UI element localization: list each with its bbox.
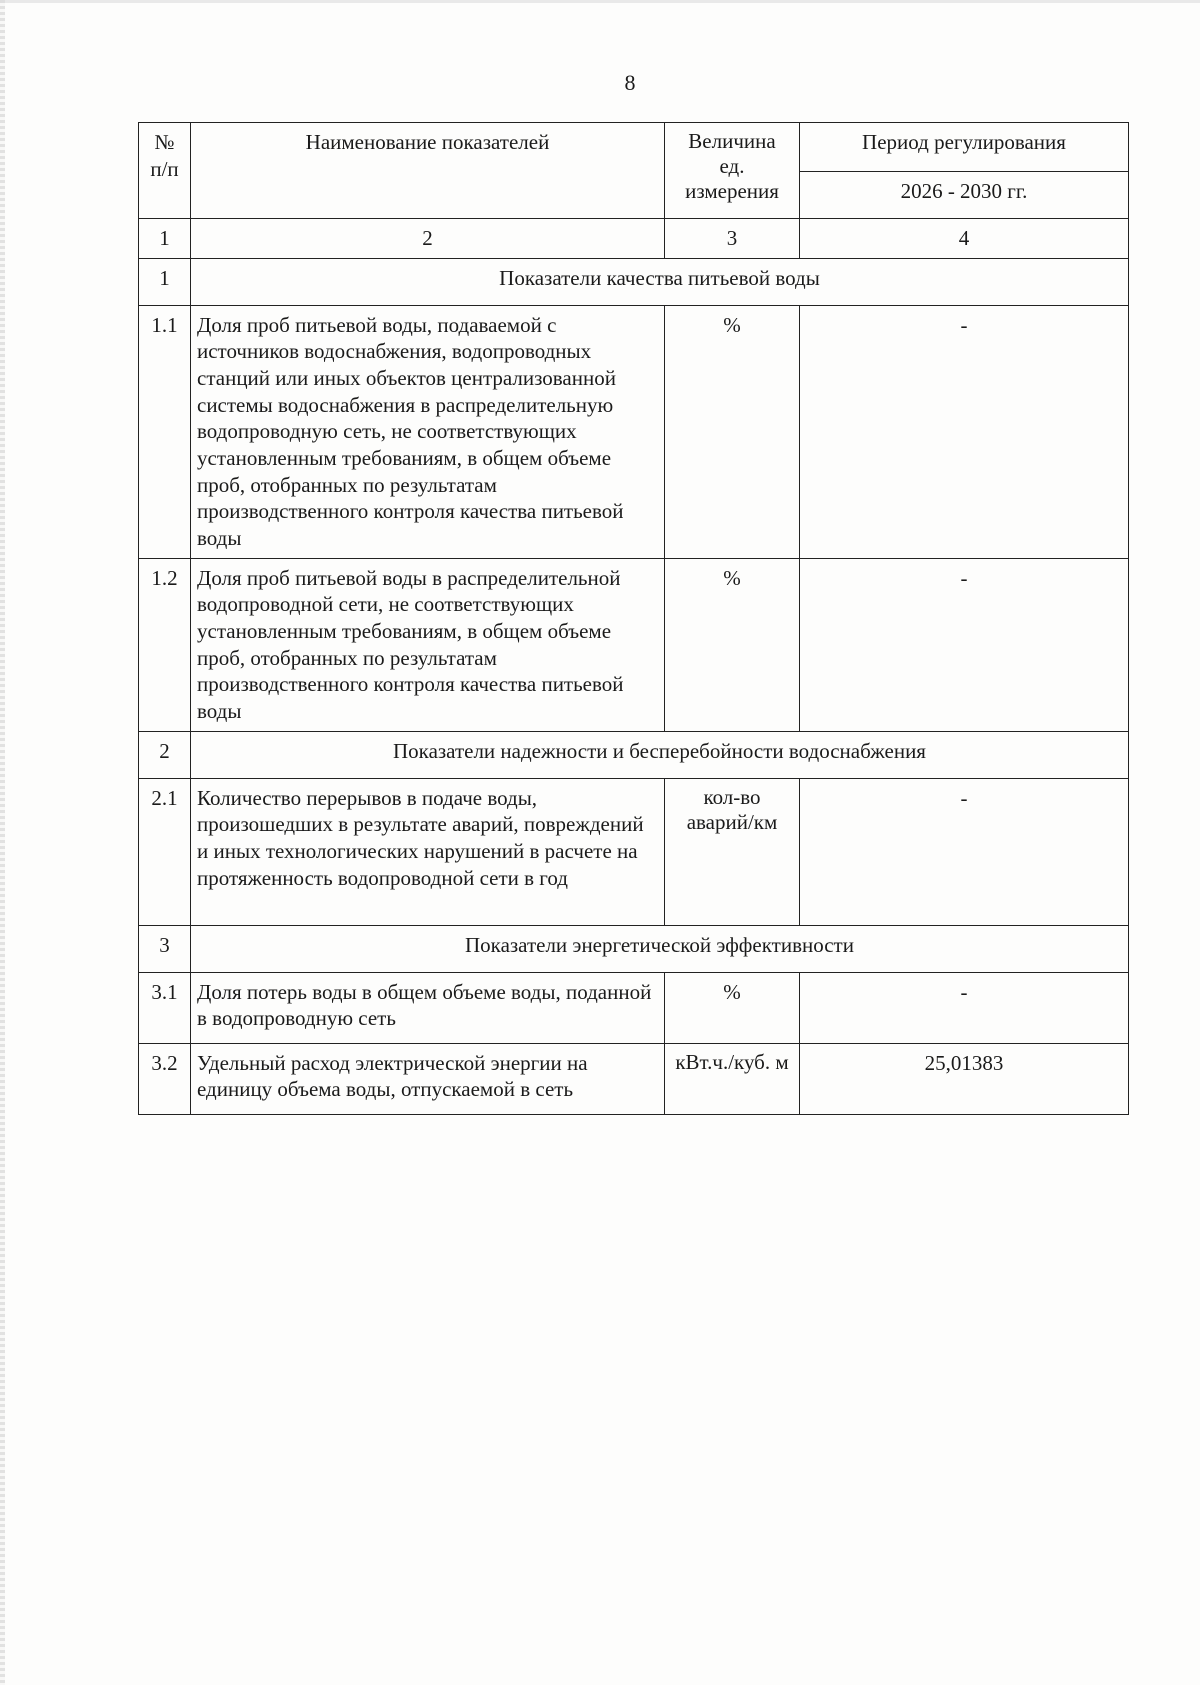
indicators-table bbox=[138, 122, 1129, 1115]
header-unit: Величина ед. измерения bbox=[665, 123, 800, 219]
col-number: 1 bbox=[139, 219, 191, 259]
section-row bbox=[139, 258, 1129, 305]
scan-edge bbox=[0, 0, 5, 1685]
header-name: Наименование показателей bbox=[191, 123, 665, 219]
section-number: 1 bbox=[139, 258, 191, 305]
col-number: 3 bbox=[665, 219, 800, 259]
row-value: 25,01383 bbox=[800, 1043, 1129, 1114]
row-name: Доля проб питьевой воды, подаваемой с источников водоснабжения, водопроводных станций или иных объектов централизованной системы водоснабжения в распределительную водопроводную сеть, не соответствующих установленным требованиям, в общем объеме проб, отобранных по результатам производственного контроля качества питьевой воды bbox=[191, 305, 665, 558]
row-name: Доля проб питьевой воды в распределительной водопроводной сети, не соответствующих установленным требованиям, в общем объеме проб, отобранных по результатам производственного контроля качества питьевой воды bbox=[191, 558, 665, 731]
row-value: - bbox=[800, 558, 1129, 731]
row-unit: кВт.ч./куб. м bbox=[665, 1043, 800, 1114]
row-unit: кол-во аварий/км bbox=[665, 778, 800, 925]
header-period: Период регулирования bbox=[800, 123, 1129, 172]
col-number: 2 bbox=[191, 219, 665, 259]
header-row bbox=[139, 123, 1129, 172]
page-number: 8 bbox=[624, 70, 636, 95]
header-num: № п/п bbox=[139, 123, 191, 219]
row-number: 2.1 bbox=[139, 778, 191, 925]
scan-edge-top bbox=[0, 0, 1200, 3]
row-value: - bbox=[800, 305, 1129, 558]
row-value: - bbox=[800, 778, 1129, 925]
row-unit: % bbox=[665, 305, 800, 558]
section-number: 3 bbox=[139, 925, 191, 972]
header-years: 2026 - 2030 гг. bbox=[800, 172, 1129, 219]
row-unit: % bbox=[665, 972, 800, 1043]
section-number: 2 bbox=[139, 731, 191, 778]
row-name: Доля потерь воды в общем объеме воды, поданной в водопроводную сеть bbox=[191, 972, 665, 1043]
table-row bbox=[139, 305, 1129, 558]
row-number: 1.1 bbox=[139, 305, 191, 558]
section-title: Показатели надежности и бесперебойности водоснабжения bbox=[191, 731, 1129, 778]
table-row bbox=[139, 1043, 1129, 1114]
row-number: 1.2 bbox=[139, 558, 191, 731]
table-row bbox=[139, 972, 1129, 1043]
row-value: - bbox=[800, 972, 1129, 1043]
section-row bbox=[139, 925, 1129, 972]
row-name: Количество перерывов в подаче воды, произошедших в результате аварий, повреждений и иных технологических нарушений в расчете на протяженность водопроводной сети в год bbox=[191, 778, 665, 925]
table-row bbox=[139, 778, 1129, 925]
row-unit: % bbox=[665, 558, 800, 731]
section-row bbox=[139, 731, 1129, 778]
row-number: 3.1 bbox=[139, 972, 191, 1043]
column-number-row bbox=[139, 219, 1129, 259]
table-row bbox=[139, 558, 1129, 731]
section-title: Показатели качества питьевой воды bbox=[191, 258, 1129, 305]
section-title: Показатели энергетической эффективности bbox=[191, 925, 1129, 972]
col-number: 4 bbox=[800, 219, 1129, 259]
row-name: Удельный расход электрической энергии на единицу объема воды, отпускаемой в сеть bbox=[191, 1043, 665, 1114]
row-number: 3.2 bbox=[139, 1043, 191, 1114]
